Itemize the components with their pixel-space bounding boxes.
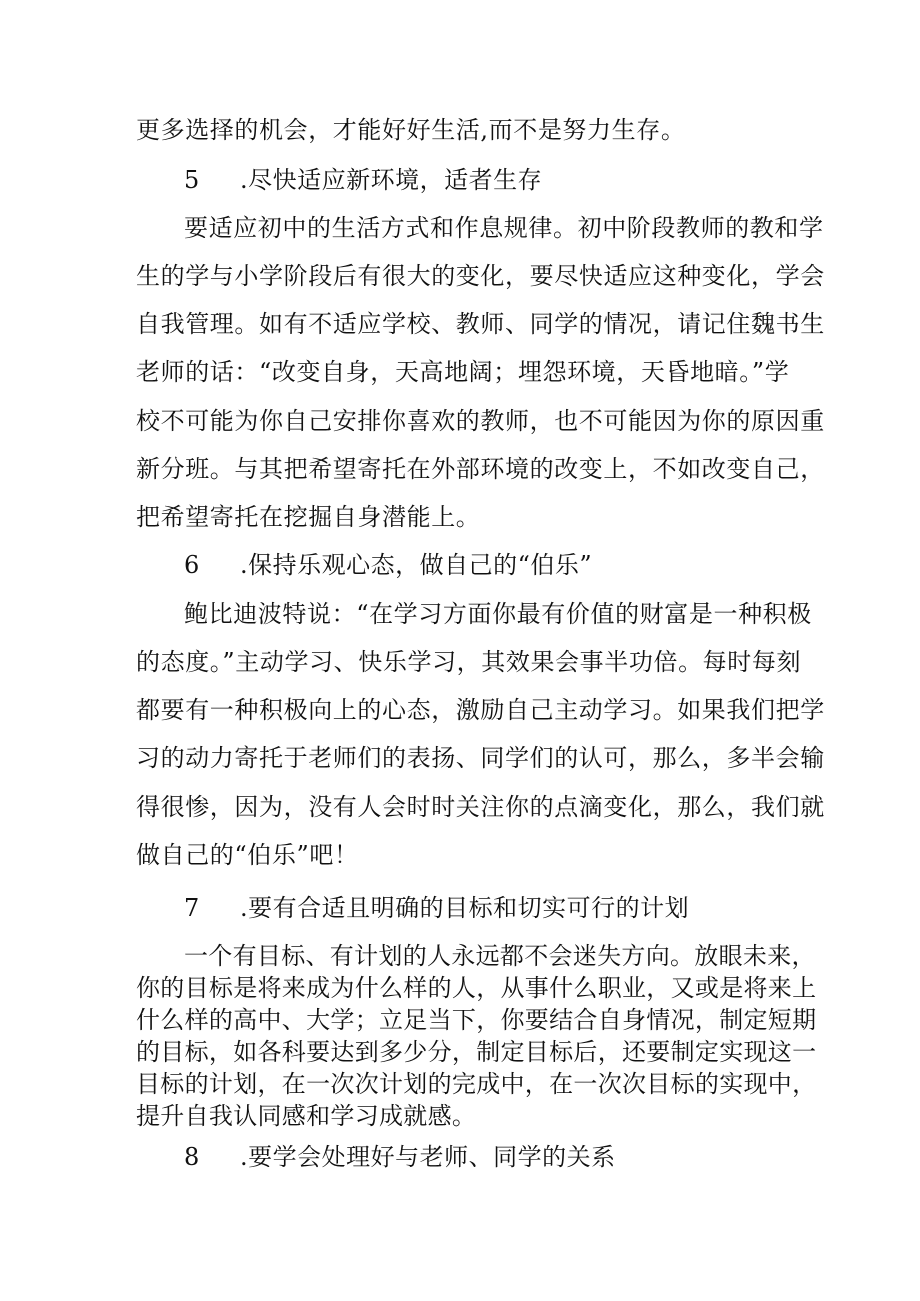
paragraph-line: 把希望寄托在挖掘自身潜能上。 <box>136 503 481 531</box>
paragraph-line: 都要有一种积极向上的心态，激励自己主动学习。如果我们把学 <box>136 696 825 724</box>
section-title: .尽快适应新环境，适者生存 <box>240 166 543 194</box>
paragraph-line: 一个有目标、有计划的人永远都不会迷失方向。放眼未来， <box>184 942 816 970</box>
section-heading <box>184 1142 616 1172</box>
paragraph-line: 生的学与小学阶段后有很大的变化，要尽快适应这种变化，学会 <box>136 262 825 290</box>
paragraph-line: 的目标，如各科要达到多少分，制定目标后，还要制定实现这一 <box>136 1038 817 1066</box>
section-heading <box>184 893 689 923</box>
section-title: .要学会处理好与老师、同学的关系 <box>240 1143 616 1171</box>
paragraph-line: 老师的话：“改变自身，天高地阔；埋怨环境，天昏地暗。”学 <box>136 358 790 386</box>
paragraph-line: 提升自我认同感和学习成就感。 <box>136 1102 477 1130</box>
section-number: 6 <box>184 551 200 579</box>
section-number: 8 <box>184 1143 200 1171</box>
paragraph-line: 什么样的高中、大学；立足当下，你要结合自身情况，制定短期 <box>136 1006 817 1034</box>
section-title: .保持乐观心态，做自己的“伯乐” <box>240 551 593 579</box>
paragraph-line: 习的动力寄托于老师们的表扬、同学们的认可，那么，多半会输 <box>136 744 825 772</box>
paragraph-line: 要适应初中的生活方式和作息规律。初中阶段教师的教和学 <box>184 214 824 242</box>
paragraph-line: 校不可能为你自己安排你喜欢的教师，也不可能因为你的原因重 <box>136 407 825 435</box>
paragraph-line: 新分班。与其把希望寄托在外部环境的改变上，不如改变自己， <box>136 455 825 483</box>
paragraph-line: 你的目标是将来成为什么样的人，从事什么职业，又或是将来上 <box>136 974 817 1002</box>
paragraph-line: 自我管理。如有不适应学校、教师、同学的情况，请记住魏书生 <box>136 310 825 338</box>
paragraph-line: 得很惨，因为，没有人会时时关注你的点滴变化，那么，我们就 <box>136 793 825 821</box>
section-heading <box>184 165 542 195</box>
section-title: .要有合适且明确的目标和切实可行的计划 <box>240 894 690 922</box>
section-number: 5 <box>184 166 200 194</box>
paragraph-line: 鲍比迪波特说：“在学习方面你最有价值的财富是一种积极 <box>184 600 812 628</box>
paragraph-line: 的态度。”主动学习、快乐学习，其效果会事半功倍。每时每刻 <box>136 648 802 676</box>
paragraph-line: 更多选择的机会，才能好好生活,而不是努力生存。 <box>136 116 686 144</box>
paragraph-line: 目标的计划，在一次次计划的完成中，在一次次目标的实现中， <box>136 1070 817 1098</box>
paragraph-line: 做自己的“伯乐”吧！ <box>136 841 359 869</box>
section-heading <box>184 550 592 580</box>
section-number: 7 <box>184 894 200 922</box>
